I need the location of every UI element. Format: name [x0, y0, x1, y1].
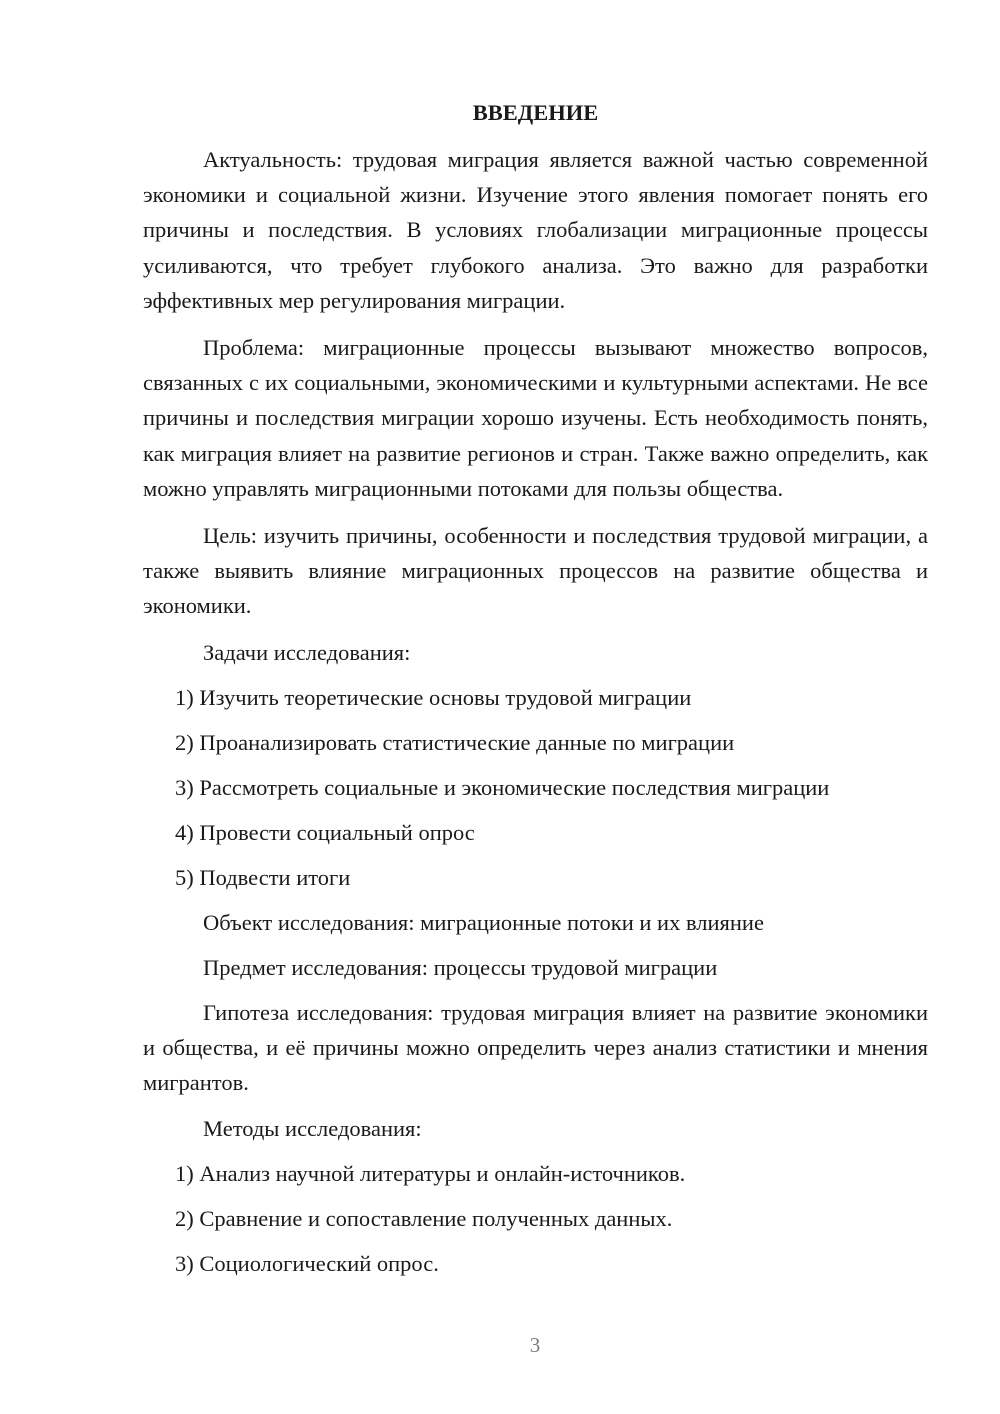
relevance-paragraph: Актуальность: трудовая миграция является важной частью современной экономики и социальной жизни. Изучение этого явления помогает понять его причины и последствия. В условиях глобализации миграционные процессы усиливаются, что требует глубокого анализа. Это важно для разработки эффективных мер регулирования миграции.	[143, 147, 928, 313]
research-subject: Предмет исследования: процессы трудовой миграции	[203, 954, 718, 980]
task-item: 2) Проанализировать статистические данные по миграции	[175, 729, 735, 755]
problem-paragraph: Проблема: миграционные процессы вызывают множество вопросов, связанных с их социальными, экономическими и культурными аспектами. Не все причины и последствия миграции хорошо изучены. Есть необходимость понять, как миграция влияет на развитие регионов и стран. Также важно определить, как можно управлять миграционными потоками для пользы общества.	[143, 335, 928, 501]
hypothesis-paragraph: Гипотеза исследования: трудовая миграция влияет на развитие экономики и общества, и её причины можно определить через анализ статистики и мнения мигрантов.	[143, 999, 928, 1096]
method-item: 1) Анализ научной литературы и онлайн-источников.	[175, 1161, 686, 1187]
task-item: 5) Подвести итоги	[175, 864, 351, 890]
section-title: ВВЕДЕНИЕ	[472, 100, 599, 125]
method-item: 3) Социологический опрос.	[175, 1251, 439, 1277]
page-number: 3	[529, 1333, 541, 1357]
method-item: 2) Сравнение и сопоставление полученных данных.	[175, 1206, 673, 1232]
task-item: 1) Изучить теоретические основы трудовой миграции	[175, 684, 692, 710]
tasks-heading: Задачи исследования:	[203, 639, 411, 665]
research-object: Объект исследования: миграционные потоки и их влияние	[203, 909, 764, 935]
task-item: 3) Рассмотреть социальные и экономические последствия миграции	[175, 774, 830, 800]
task-item: 4) Провести социальный опрос	[175, 819, 475, 845]
methods-heading: Методы исследования:	[203, 1116, 422, 1142]
goal-paragraph: Цель: изучить причины, особенности и последствия трудовой миграции, а также выявить влияние миграционных процессов на развитие общества и экономики.	[143, 523, 928, 619]
page-content	[143, 95, 928, 1281]
